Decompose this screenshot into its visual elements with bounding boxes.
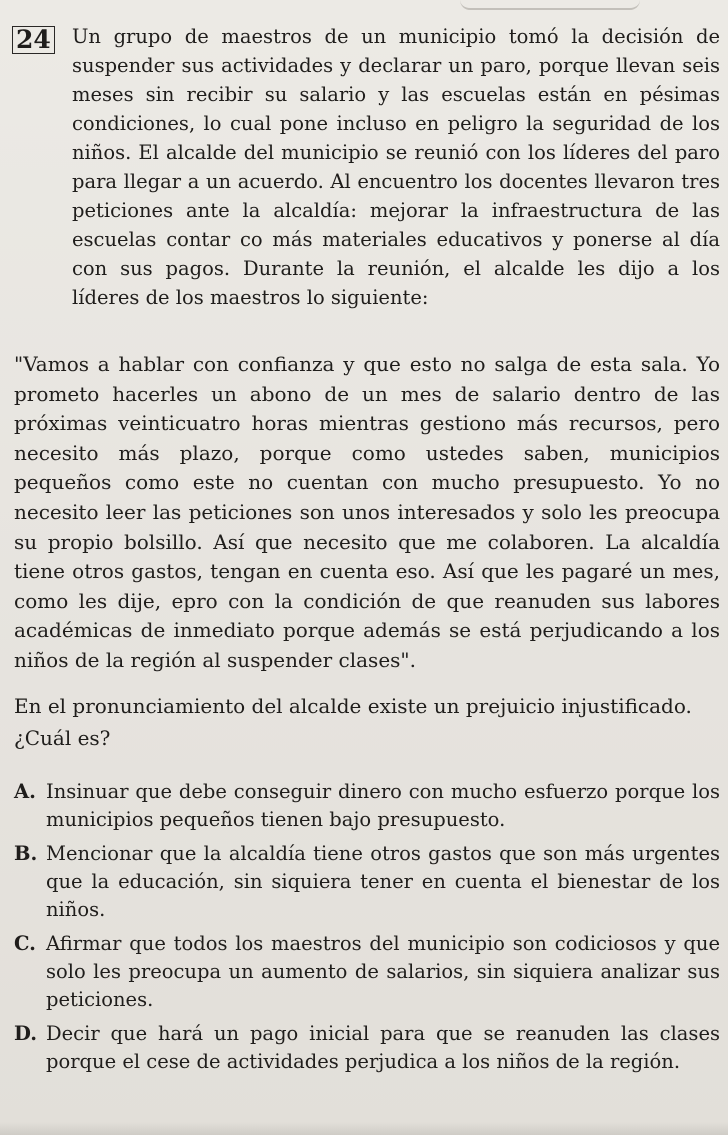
option-d[interactable] xyxy=(14,1020,720,1076)
question-number: 24 xyxy=(12,26,55,54)
page-edge-shadow xyxy=(0,1122,728,1135)
option-text: Decir que hará un pago inicial para que se reanuden las clases porque el cese de actividades perjudica a los niños de la región. xyxy=(46,1022,720,1073)
option-text: Afirmar que todos los maestros del municipio son codiciosos y que solo les preocupa un aumento de salarios, sin siquiera analizar sus peticiones. xyxy=(46,932,720,1011)
option-letter: B. xyxy=(14,842,38,865)
answer-options xyxy=(14,778,720,1082)
option-a[interactable] xyxy=(14,778,720,834)
option-text: Insinuar que debe conseguir dinero con mucho esfuerzo porque los municipios pequeños tienen bajo presupuesto. xyxy=(46,780,720,831)
option-c[interactable] xyxy=(14,930,720,1014)
option-letter: C. xyxy=(14,932,36,955)
question-prompt: En el pronunciamiento del alcalde existe un prejuicio injustificado. ¿Cuál es? xyxy=(14,694,692,750)
option-text: Mencionar que la alcaldía tiene otros gastos que son más urgentes que la educación, sin siquiera tener en cuenta el bienestar de los niños. xyxy=(46,842,720,921)
option-letter: D. xyxy=(14,1022,38,1045)
option-b[interactable] xyxy=(14,840,720,924)
mayor-quote: "Vamos a hablar con confianza y que esto no salga de esta sala. Yo prometo hacerles un abono de un mes de salario dentro de las próximas veinticuatro horas mientras gestiono más recursos, pero necesito más plazo, porque como ustedes saben, municipios pequeños como este no cuentan con mucho presupuesto. Yo no necesito leer las peticiones son unos interesados y solo les preocupa su propio bolsillo. Así que necesito que me colaboren. La alcaldía tiene otros gastos, tengan en cuenta eso. Así que les pagaré un mes, como les dije, epro con la condición de que reanuden sus labores académicas de inmediato porque además se está perjudicando a los niños de la región al suspender clases". xyxy=(14,352,720,672)
question-intro: Un grupo de maestros de un municipio tomó la decisión de suspender sus actividades y declarar un paro, porque llevan seis meses sin recibir su salario y las escuelas están en pésimas condiciones, lo cual pone incluso en peligro la seguridad de los niños. El alcalde del municipio se reunió con los líderes del paro para llegar a un acuerdo. Al encuentro los docentes llevaron tres peticiones ante la alcaldía: mejorar la infraestructura de las escuelas contar co más materiales educativos y ponerse al día con sus pagos. Durante la reunión, el alcalde les dijo a los líderes de los maestros lo siguiente: xyxy=(72,25,720,309)
option-letter: A. xyxy=(14,780,36,803)
pen-mark xyxy=(460,0,640,10)
